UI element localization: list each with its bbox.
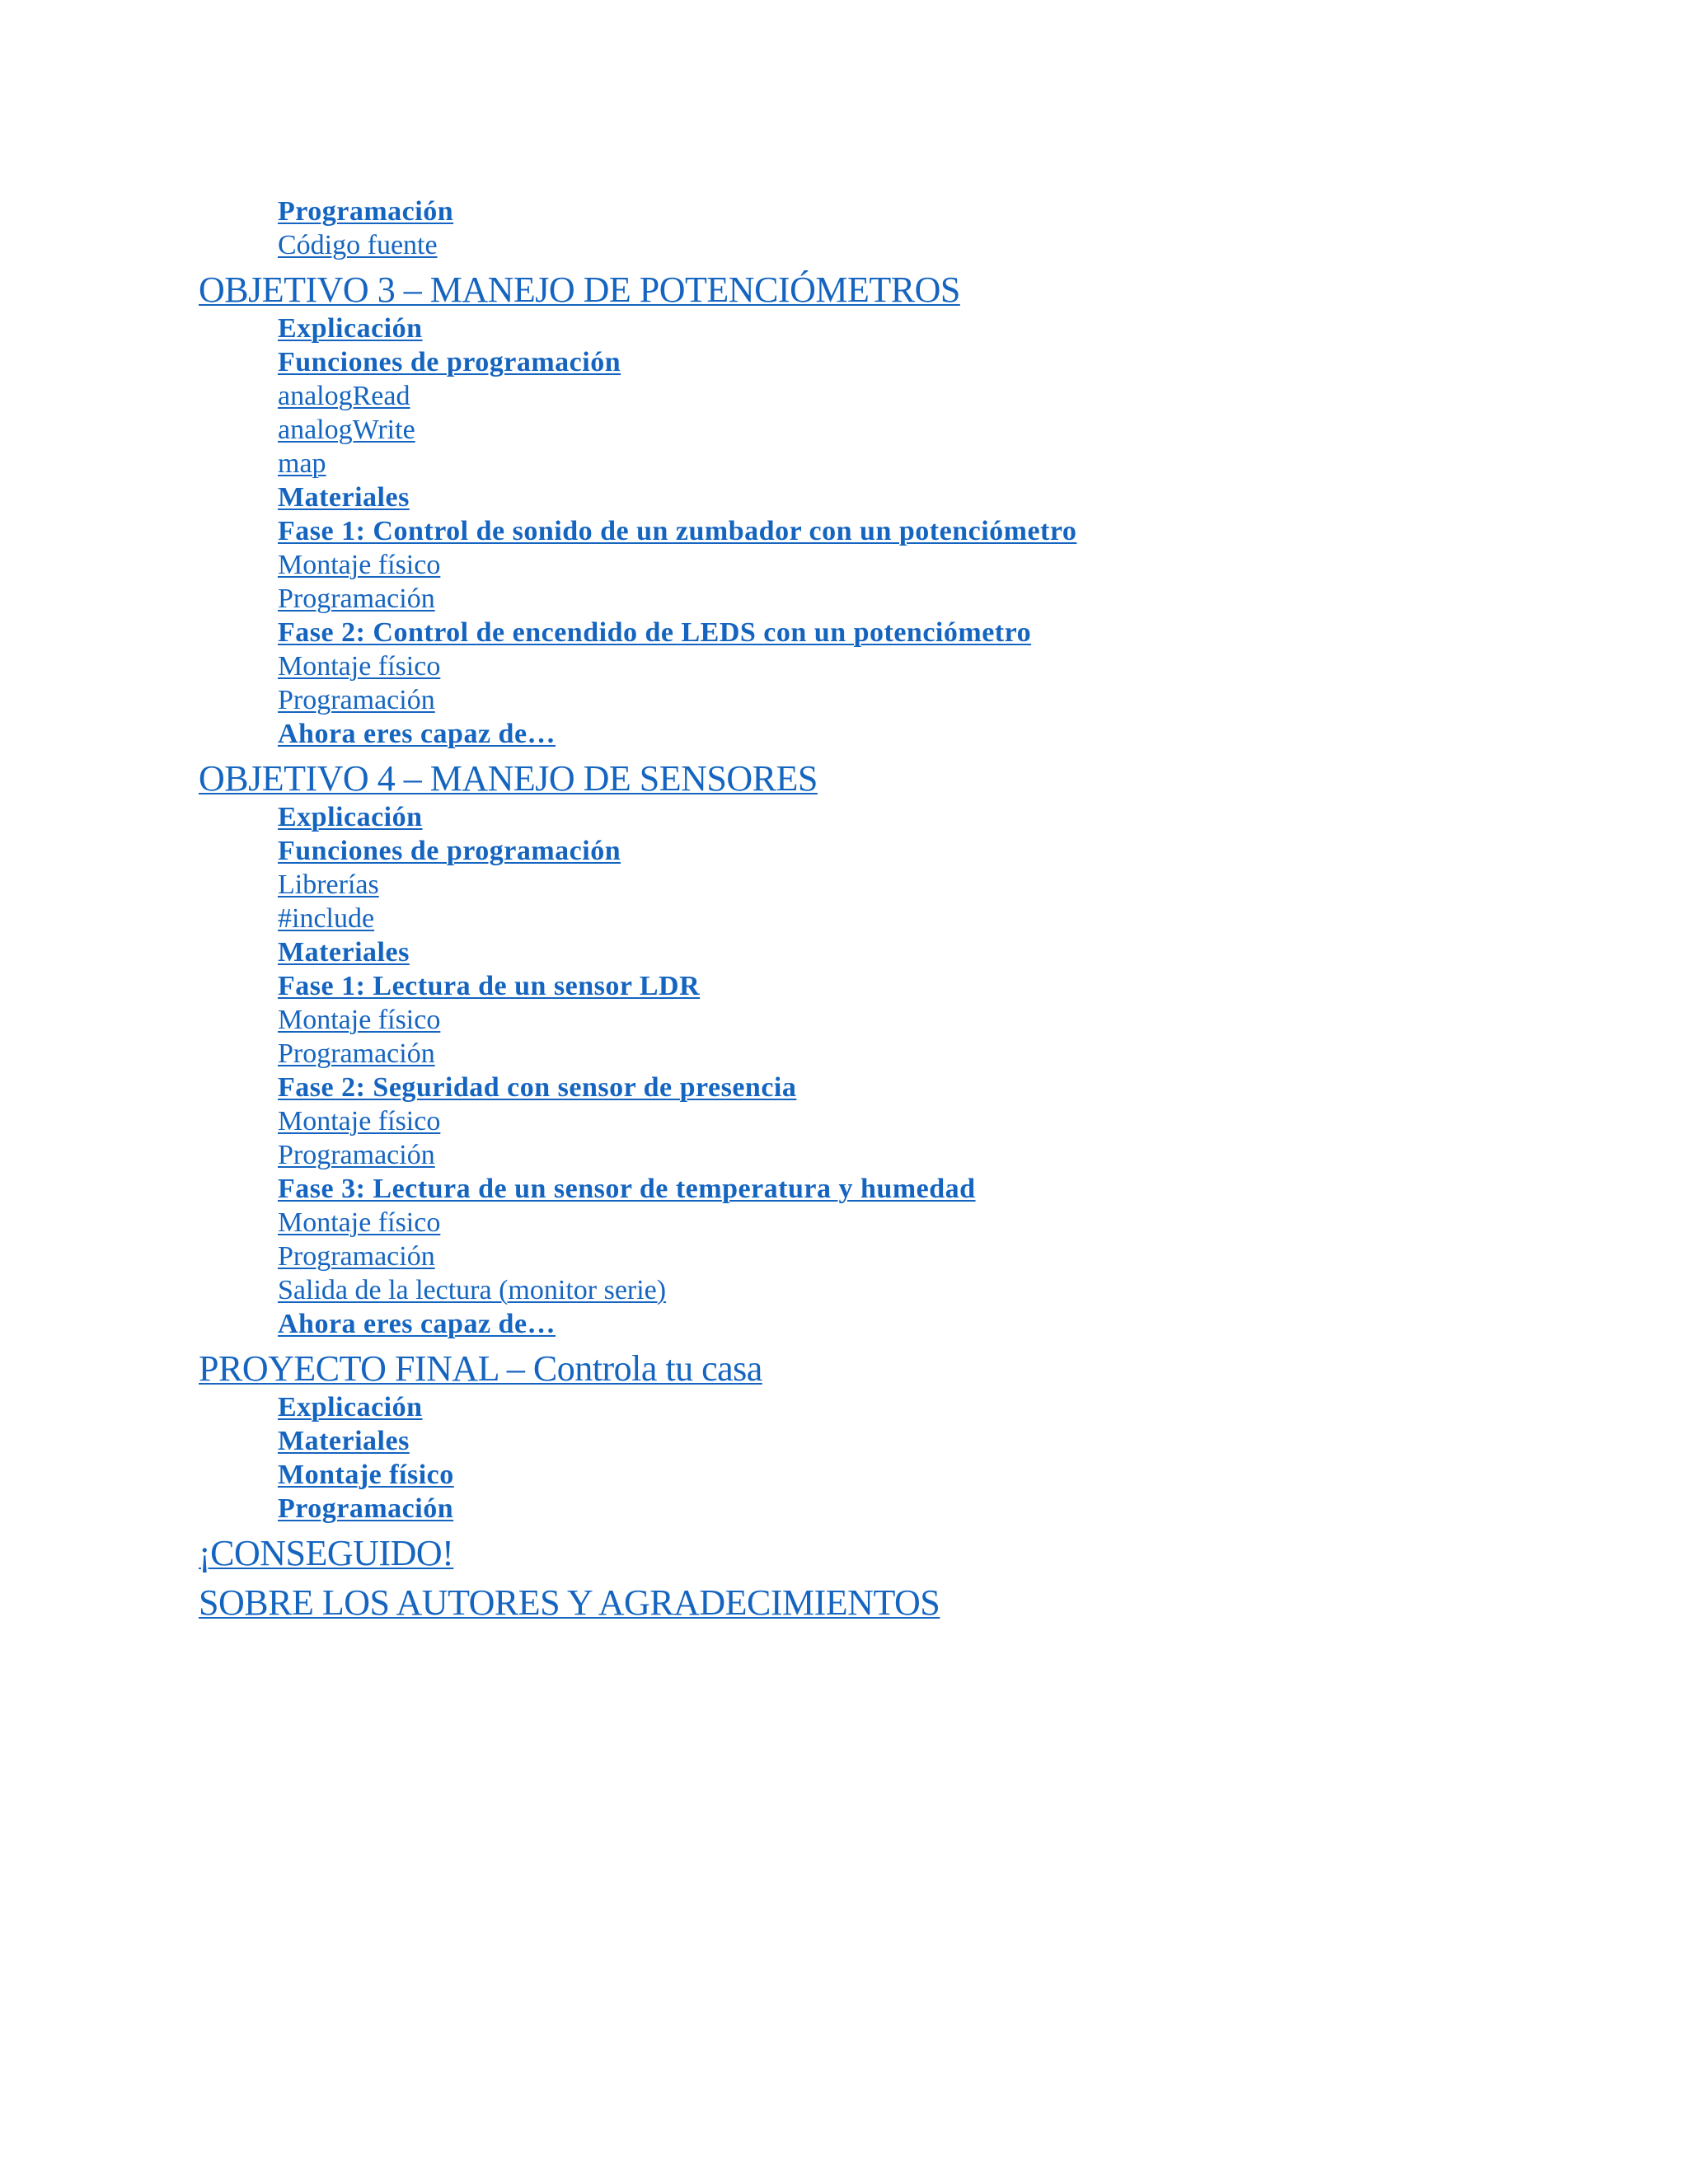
toc-link-programacion[interactable]: Programación <box>278 1241 435 1272</box>
toc-link-codigo-fuente[interactable]: Código fuente <box>278 230 438 260</box>
toc-link-montaje-fisico[interactable]: Montaje físico <box>278 1460 454 1490</box>
toc-link-programacion[interactable]: Programación <box>278 196 454 227</box>
toc-link-materiales[interactable]: Materiales <box>278 1426 410 1456</box>
toc-link-programacion[interactable]: Programación <box>278 583 435 614</box>
toc-heading-objetivo-3-manejo-de-potenciometros[interactable]: OBJETIVO 3 – MANEJO DE POTENCIÓMETROS <box>199 269 960 310</box>
toc-heading-objetivo-4-manejo-de-sensores[interactable]: OBJETIVO 4 – MANEJO DE SENSORES <box>199 758 818 799</box>
toc-link-programacion[interactable]: Programación <box>278 1493 454 1524</box>
toc-link-fase-2-control-de-encendido-de-leds-con-un-potenciometro[interactable]: Fase 2: Control de encendido de LEDS con un potenciómetro <box>278 617 1032 648</box>
toc-link-montaje-fisico[interactable]: Montaje físico <box>278 651 441 682</box>
toc-link-ahora-eres-capaz-de[interactable]: Ahora eres capaz de… <box>278 719 556 749</box>
toc-link-analogread[interactable]: analogRead <box>278 381 410 411</box>
toc-heading-sobre-los-autores-y-agradecimientos[interactable]: SOBRE LOS AUTORES Y AGRADECIMIENTOS <box>199 1582 940 1623</box>
toc-heading-conseguido[interactable]: ¡CONSEGUIDO! <box>199 1533 454 1573</box>
toc-link-salida-de-la-lectura-monitor-serie[interactable]: Salida de la lectura (monitor serie) <box>278 1275 667 1305</box>
toc-link-fase-1-control-de-sonido-de-un-zumbador-con-un-potenciometro[interactable]: Fase 1: Control de sonido de un zumbador con un potenciómetro <box>278 516 1077 546</box>
toc-link-analogwrite[interactable]: analogWrite <box>278 415 415 445</box>
toc-link-programacion[interactable]: Programación <box>278 1140 435 1170</box>
toc-link-explicacion[interactable]: Explicación <box>278 1392 423 1422</box>
toc-link-funciones-de-programacion[interactable]: Funciones de programación <box>278 347 621 377</box>
toc-link-fase-3-lectura-de-un-sensor-de-temperatura-y-humedad[interactable]: Fase 3: Lectura de un sensor de temperatura y humedad <box>278 1174 976 1204</box>
toc-link-explicacion[interactable]: Explicación <box>278 313 423 344</box>
table-of-contents <box>199 194 1517 1624</box>
toc-link-montaje-fisico[interactable]: Montaje físico <box>278 550 441 580</box>
toc-link-montaje-fisico[interactable]: Montaje físico <box>278 1005 441 1035</box>
toc-link-materiales[interactable]: Materiales <box>278 482 410 513</box>
toc-link-fase-2-seguridad-con-sensor-de-presencia[interactable]: Fase 2: Seguridad con sensor de presencia <box>278 1072 797 1103</box>
toc-link-programacion[interactable]: Programación <box>278 1038 435 1069</box>
toc-link-montaje-fisico[interactable]: Montaje físico <box>278 1207 441 1238</box>
toc-link-funciones-de-programacion[interactable]: Funciones de programación <box>278 836 621 866</box>
toc-link-map[interactable]: map <box>278 448 326 479</box>
toc-link-fase-1-lectura-de-un-sensor-ldr[interactable]: Fase 1: Lectura de un sensor LDR <box>278 971 701 1001</box>
toc-link-materiales[interactable]: Materiales <box>278 937 410 968</box>
toc-link-include[interactable]: #include <box>278 903 375 934</box>
toc-link-librerias[interactable]: Librerías <box>278 869 379 900</box>
toc-link-programacion[interactable]: Programación <box>278 685 435 715</box>
toc-heading-proyecto-final-controla-tu-casa[interactable]: PROYECTO FINAL – Controla tu casa <box>199 1348 762 1389</box>
toc-link-ahora-eres-capaz-de[interactable]: Ahora eres capaz de… <box>278 1309 556 1339</box>
toc-link-explicacion[interactable]: Explicación <box>278 802 423 832</box>
toc-link-montaje-fisico[interactable]: Montaje físico <box>278 1106 441 1137</box>
